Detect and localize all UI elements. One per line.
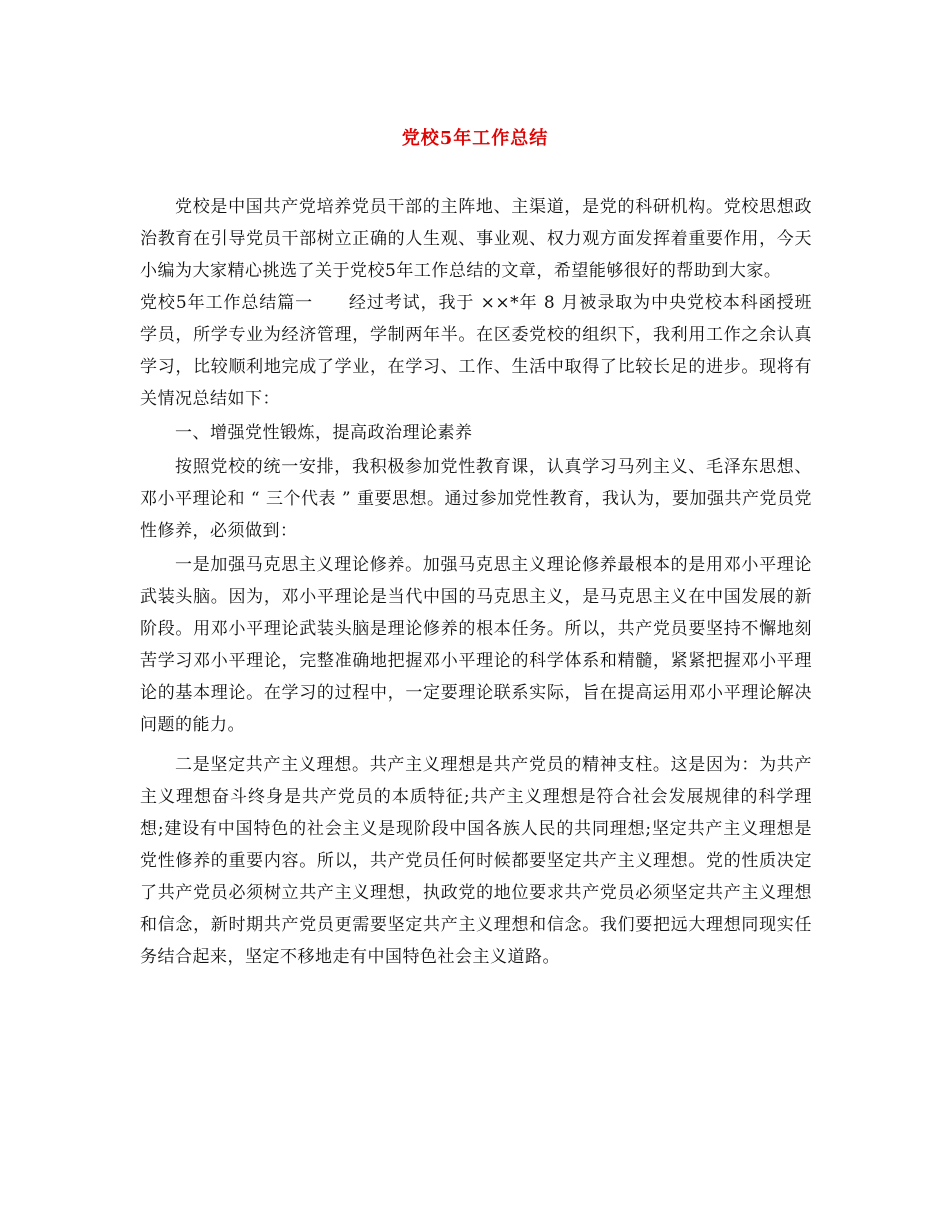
body-paragraph: 按照党校的统一安排，我积极参加党性教育课，认真学习马列主义、毛泽东思想、邓小平理论和 “ 三个代表 ” 重要思想。通过参加党性教育，我认为，要加强共产党员党性修养，必须做到： xyxy=(140,457,812,541)
body-paragraph: 一是加强马克思主义理论修养。加强马克思主义理论修养最根本的是用邓小平理论武装头脑。因为，邓小平理论是当代中国的马克思主义，是马克思主义在中国发展的新阶段。用邓小平理论武装头脑是理论修养的根本任务。所以，共产党员要坚持不懈地刻苦学习邓小平理论，完整准确地把握邓小平理论的科学体系和精髓，紧紧把握邓小平理论的基本理论。在学习的过程中，一定要理论联系实际，旨在提高运用邓小平理论解决问题的能力。 xyxy=(140,555,812,735)
section-intro-paragraph: 党校5年工作总结篇一 经过考试，我于 ××*年 8 月被录取为中央党校本科函授班学员，所学专业为经济管理，学制两年半。在区委党校的组织下，我利用工作之余认真学习，比较顺利地完成了学业，在学习、工作、生活中取得了比较长足的进步。现将有关情况总结如下： xyxy=(140,293,812,409)
body-paragraph: 二是坚定共产主义理想。共产主义理想是共产党员的精神支柱。这是因为：为共产主义理想奋斗终身是共产党员的本质特征;共产主义理想是符合社会发展规律的科学理想;建设有中国特色的社会主义是现阶段中国各族人民的共同理想;坚定共产主义理想是党性修养的重要内容。所以，共产党员任何时候都要坚定共产主义理想。党的性质决定了共产党员必须树立共产主义理想，执政党的地位要求共产党员必须坚定共产主义理想和信念，新时期共产党员更需要坚定共产主义理想和信念。我们要把远大理想同现实任务结合起来，坚定不移地走有中国特色社会主义道路。 xyxy=(140,755,812,967)
section-heading: 一、增强党性锻炼，提高政治理论素养 xyxy=(175,423,473,443)
intro-paragraph: 党校是中国共产党培养党员干部的主阵地、主渠道，是党的科研机构。党校思想政治教育在引导党员干部树立正确的人生观、事业观、权力观方面发挥着重要作用，今天小编为大家精心挑选了关于党校5年工作总结的文章，希望能够很好的帮助到大家。 xyxy=(140,197,812,281)
document-body xyxy=(140,191,812,973)
document-title: 党校5年工作总结 xyxy=(401,128,549,149)
